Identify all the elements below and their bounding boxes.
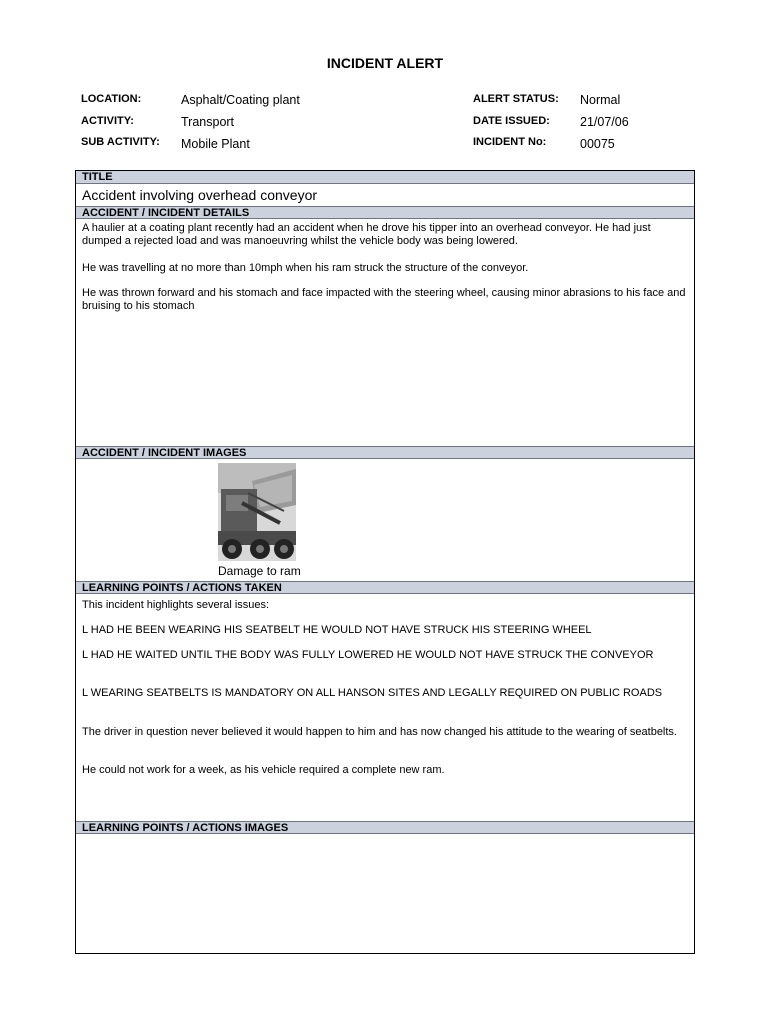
- alert-status-value: Normal: [580, 93, 621, 107]
- learning-paragraph: The driver in question never believed it would happen to him and has now changed his attitude to the wearing of seatbelts.: [82, 726, 677, 738]
- incident-form-frame: [75, 170, 695, 954]
- learning-section-header: LEARNING POINTS / ACTIONS TAKEN: [76, 581, 694, 594]
- details-section-header: ACCIDENT / INCIDENT DETAILS: [76, 206, 694, 219]
- date-issued-label: DATE ISSUED:: [473, 115, 550, 127]
- sub-activity-value: Mobile Plant: [181, 137, 250, 151]
- activity-value: Transport: [181, 115, 235, 129]
- incident-title: Accident involving overhead conveyor: [82, 187, 318, 203]
- image-caption: Damage to ram: [218, 564, 301, 578]
- learning-images-section-header: LEARNING POINTS / ACTIONS IMAGES: [76, 821, 694, 834]
- location-label: LOCATION:: [81, 93, 142, 105]
- incident-no-value: 00075: [580, 137, 615, 151]
- learning-paragraph: L HAD HE WAITED UNTIL THE BODY WAS FULLY LOWERED HE WOULD NOT HAVE STRUCK THE CONVEYOR: [82, 649, 654, 661]
- incident-no-label: INCIDENT No:: [473, 136, 547, 148]
- page-title: INCIDENT ALERT: [326, 55, 444, 71]
- title-section-header: TITLE: [76, 171, 694, 184]
- learning-paragraph: L WEARING SEATBELTS IS MANDATORY ON ALL HANSON SITES AND LEGALLY REQUIRED ON PUBLIC ROADS: [82, 687, 663, 699]
- details-paragraph: A haulier at a coating plant recently had an accident when he drove his tipper into an overhead conveyor. He had just dumped a rejected load and was manoeuvring whilst the vehicle body was being lowered.: [82, 222, 651, 247]
- details-paragraph: He was thrown forward and his stomach and face impacted with the steering wheel, causing minor abrasions to his face and bruising to his stomach: [82, 287, 686, 312]
- learning-paragraph: This incident highlights several issues:: [82, 599, 270, 611]
- damage-photo: [218, 463, 296, 561]
- activity-label: ACTIVITY:: [81, 115, 134, 127]
- details-paragraph: He was travelling at no more than 10mph when his ram struck the structure of the conveyor.: [82, 262, 529, 274]
- learning-paragraph: L HAD HE BEEN WEARING HIS SEATBELT HE WOULD NOT HAVE STRUCK HIS STEERING WHEEL: [82, 624, 592, 636]
- location-value: Asphalt/Coating plant: [181, 93, 300, 107]
- learning-paragraph: He could not work for a week, as his vehicle required a complete new ram.: [82, 764, 445, 776]
- alert-status-label: ALERT STATUS:: [473, 93, 559, 105]
- date-issued-value: 21/07/06: [580, 115, 629, 129]
- sub-activity-label: SUB ACTIVITY:: [81, 136, 160, 148]
- images-section-header: ACCIDENT / INCIDENT IMAGES: [76, 446, 694, 459]
